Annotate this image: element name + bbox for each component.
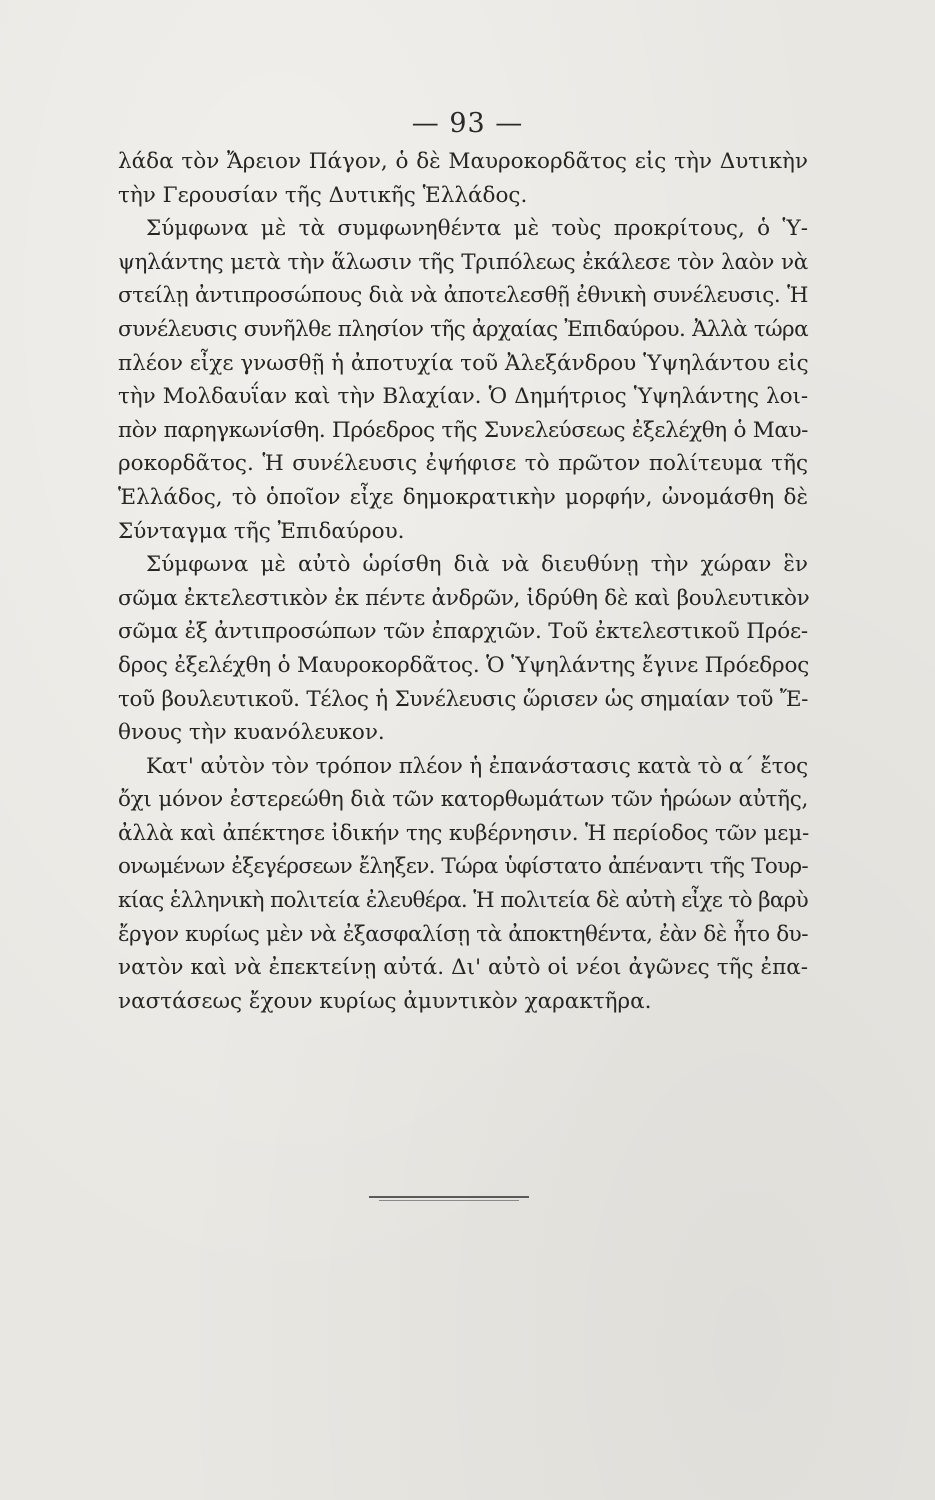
text-line: θνους τὴν κυανόλευκον. bbox=[118, 720, 385, 746]
text-line: σῶμα ἐξ ἀντιπροσώπων τῶν ἐπαρχιῶν. Τοῦ ἐκτελεστικοῦ Πρόε- bbox=[118, 619, 808, 645]
text-line: Κατ' αὐτὸν τὸν τρόπον πλέον ἡ ἐπανάστασις κατὰ τὸ α΄ ἔτος bbox=[146, 753, 808, 779]
text-line: ὄχι μόνον ἐστερεώθη διὰ τῶν κατορθωμάτων τῶν ἡρώων αὐτῆς, bbox=[118, 787, 808, 813]
text-line: τοῦ βουλευτικοῦ. Τέλος ἡ Συνέλευσις ὥρισεν ὡς σημαίαν τοῦ Ἔ- bbox=[118, 686, 808, 712]
closing-rule bbox=[369, 1196, 529, 1198]
text-line: ἔργον κυρίως μὲν νὰ ἐξασφαλίσῃ τὰ ἀποκτηθέντα, ἐὰν δὲ ἦτο δυ- bbox=[118, 921, 808, 947]
text-line: ναστάσεως ἔχουν κυρίως ἀμυντικὸν χαρακτῆρα. bbox=[118, 988, 652, 1014]
paragraph-2 bbox=[118, 212, 808, 548]
text-line: νατὸν καὶ νὰ ἐπεκτείνῃ αὐτά. Δι' αὐτὸ οἱ νέοι ἀγῶνες τῆς ἐπα- bbox=[118, 955, 808, 981]
page-number: — 93 — bbox=[411, 108, 524, 139]
text-line: σῶμα ἐκτελεστικὸν ἐκ πέντε ἀνδρῶν, ἱδρύθη δὲ καὶ βουλευτικὸν bbox=[118, 585, 810, 611]
text-line: λάδα τὸν Ἄρειον Πάγον, ὁ δὲ Μαυροκορδᾶτος εἰς τὴν Δυτικὴν bbox=[118, 149, 808, 174]
text-line: ἀλλὰ καὶ ἀπέκτησε ἰδικήν της κυβέρνησιν. Ἡ περίοδος τῶν μεμ- bbox=[118, 820, 810, 846]
text-line: πλέον εἶχε γνωσθῇ ἡ ἀποτυχία τοῦ Ἀλεξάνδρου Ὑψηλάντου εἰς bbox=[118, 350, 809, 376]
text-line: τὴν Γερουσίαν τῆς Δυτικῆς Ἑλλάδος. bbox=[118, 182, 528, 208]
text-line: ονωμένων ἐξεγέρσεων ἔληξεν. Τώρα ὑφίστατο ἀπέναντι τῆς Τουρ- bbox=[118, 854, 808, 880]
paragraph-4 bbox=[118, 750, 808, 1019]
text-line: Ἑλλάδος, τὸ ὁποῖον εἶχε δημοκρατικὴν μορφήν, ὠνομάσθη δὲ bbox=[118, 484, 808, 510]
text-line: ψηλάντης μετὰ τὴν ἅλωσιν τῆς Τριπόλεως ἐκάλεσε τὸν λαὸν νὰ bbox=[118, 249, 808, 275]
text-line: τὴν Μολδαυΐαν καὶ τὴν Βλαχίαν. Ὁ Δημήτριος Ὑψηλάντης λοι- bbox=[118, 384, 808, 410]
text-line: ροκορδᾶτος. Ἡ συνέλευσις ἐψήφισε τὸ πρῶτον πολίτευμα τῆς bbox=[118, 451, 808, 477]
body-text bbox=[118, 145, 808, 1018]
text-line: Σύνταγμα τῆς Ἐπιδαύρου. bbox=[118, 518, 405, 544]
text-line: Σύμφωνα μὲ τὰ συμφωνηθέντα μὲ τοὺς προκρίτους, ὁ Ὑ- bbox=[146, 216, 808, 242]
paragraph-3 bbox=[118, 548, 808, 750]
text-line: κίας ἑλληνικὴ πολιτεία ἐλευθέρα. Ἡ πολιτεία δὲ αὐτὴ εἶχε τὸ βαρὺ bbox=[118, 888, 808, 914]
paragraph-1 bbox=[118, 145, 808, 212]
text-line: στείλῃ ἀντιπροσώπους διὰ νὰ ἀποτελεσθῇ ἐθνικὴ συνέλευσις. Ἡ bbox=[118, 283, 808, 309]
text-line: Σύμφωνα μὲ αὐτὸ ὡρίσθη διὰ νὰ διευθύνῃ τὴν χώραν ἓν bbox=[146, 552, 808, 578]
text-line: συνέλευσις συνῆλθε πλησίον τῆς ἀρχαίας Ἐπιδαύρου. Ἀλλὰ τώρα bbox=[118, 316, 808, 342]
text-line: πὸν παρηγκωνίσθη. Πρόεδρος τῆς Συνελεύσεως ἐξελέχθη ὁ Μαυ- bbox=[118, 417, 808, 443]
text-line: δρος ἐξελέχθη ὁ Μαυροκορδᾶτος. Ὁ Ὑψηλάντης ἔγινε Πρόεδρος bbox=[118, 652, 810, 678]
